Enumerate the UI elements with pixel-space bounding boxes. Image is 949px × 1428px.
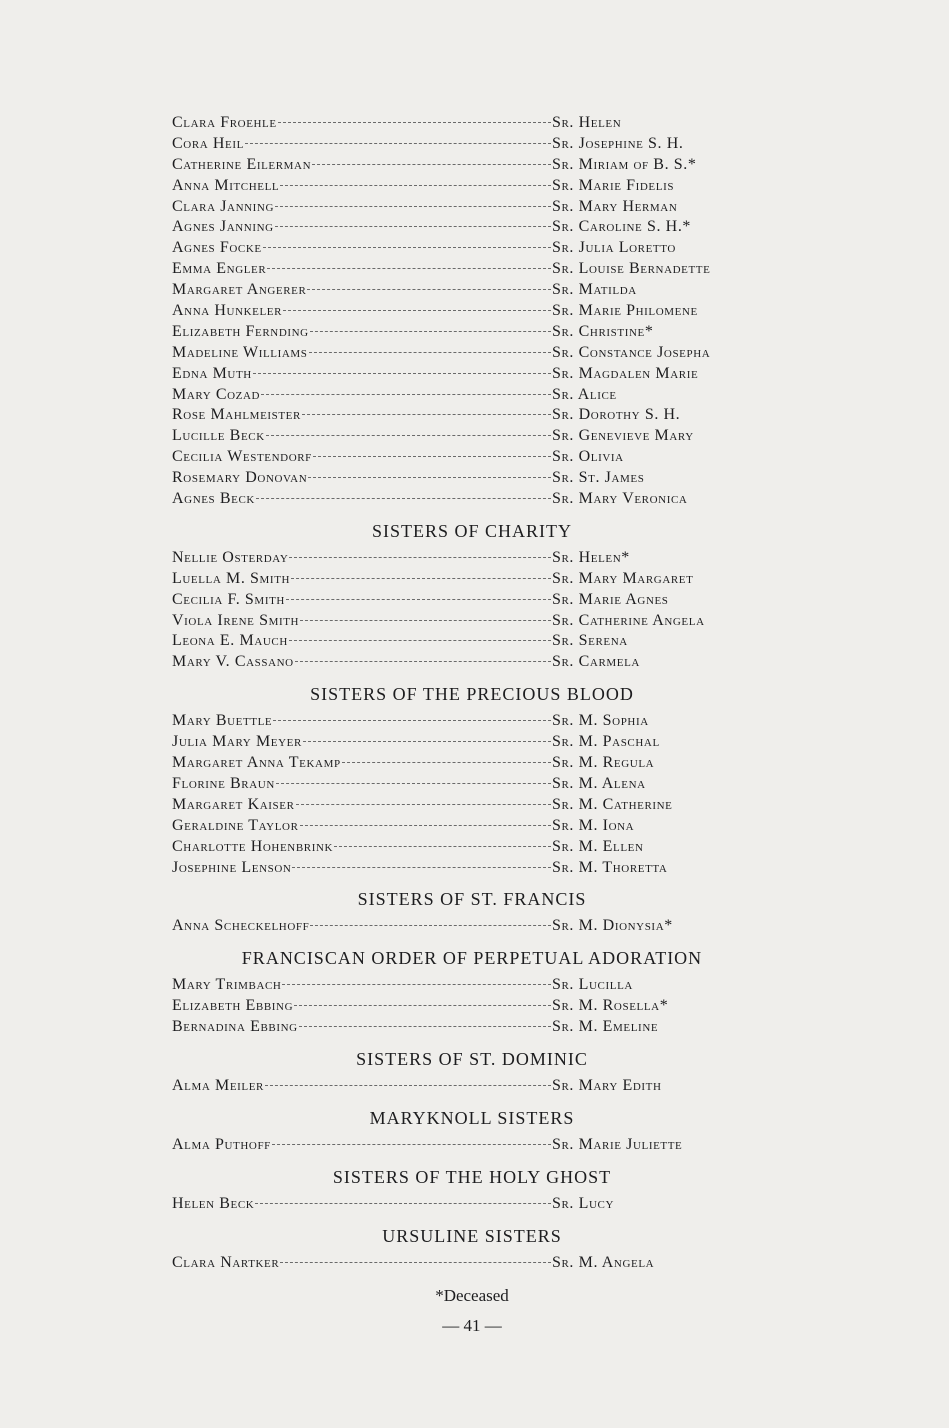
- dotted-leader: [334, 846, 551, 847]
- religious-name: Sr. M. Thoretta: [552, 858, 668, 876]
- dotted-leader: [253, 373, 551, 374]
- religious-name: Sr. Helen: [552, 114, 622, 131]
- list-item: [172, 732, 772, 753]
- list-item: [172, 795, 772, 816]
- lay-name: Rosemary Donovan: [172, 469, 308, 487]
- lay-name: Lucille Beck: [172, 427, 265, 445]
- religious-name: Sr. Julia Loretto: [552, 239, 676, 257]
- religious-name: Sr. M. Dionysia*: [552, 917, 673, 935]
- list-item: [172, 774, 772, 795]
- religious-name: Sr. M. Iona: [552, 816, 635, 834]
- lay-name: Bernadina Ebbing: [172, 1018, 298, 1036]
- lay-name: Julia Mary Meyer: [172, 733, 302, 751]
- lay-name: Helen Beck: [172, 1194, 255, 1212]
- list-item: [172, 364, 772, 385]
- lay-name: Josephine Lenson: [172, 858, 292, 876]
- list-item: [172, 280, 772, 301]
- list-item: [172, 1017, 772, 1038]
- list-item: [172, 631, 772, 652]
- section-heading: SISTERS OF CHARITY: [371, 520, 573, 541]
- lay-name: Alma Puthoff: [172, 1135, 271, 1153]
- lay-name: Anna Hunkeler: [172, 302, 283, 320]
- sisters-listing: [172, 113, 772, 1336]
- list-item: [172, 548, 772, 569]
- religious-name: Sr. Marie Agnes: [552, 590, 669, 608]
- dotted-leader: [307, 289, 551, 290]
- list-item: [172, 996, 772, 1017]
- dotted-leader: [275, 226, 551, 227]
- dotted-leader: [282, 984, 551, 985]
- religious-name: Sr. M. Catherine: [552, 795, 673, 813]
- list-item: [172, 322, 772, 343]
- lay-name: Agnes Janning: [172, 218, 274, 236]
- lay-name: Margaret Angerer: [172, 281, 307, 299]
- dotted-leader: [278, 122, 551, 123]
- lay-name: Margaret Anna Tekamp: [172, 754, 341, 772]
- religious-name: Sr. Mary Veronica: [552, 490, 688, 508]
- dotted-leader: [302, 414, 551, 415]
- religious-name: Sr. M. Sophia: [552, 712, 649, 730]
- lay-name: Anna Scheckelhoff: [172, 917, 310, 935]
- list-item: [172, 975, 772, 996]
- lay-name: Elizabeth Fernding: [172, 322, 309, 340]
- section-heading: SISTERS OF THE PRECIOUS BLOOD: [310, 684, 634, 705]
- dotted-leader: [261, 394, 551, 395]
- dotted-leader: [313, 456, 551, 457]
- list-item: [172, 301, 772, 322]
- list-item: [172, 837, 772, 858]
- dotted-leader: [310, 925, 551, 926]
- lay-name: Clara Nartker: [172, 1253, 280, 1271]
- lay-name: Catherine Eilerman: [172, 155, 312, 173]
- lay-name: Elizabeth Ebbing: [172, 997, 294, 1015]
- lay-name: Emma Engler: [172, 260, 267, 278]
- list-item: [172, 176, 772, 197]
- section-heading: SISTERS OF THE HOLY GHOST: [332, 1166, 612, 1187]
- religious-name: Sr. Constance Josepha: [552, 343, 711, 361]
- religious-name: Sr. Christine*: [552, 322, 654, 340]
- religious-name: Sr. M. Regula: [552, 754, 655, 772]
- dotted-leader: [289, 557, 551, 558]
- list-item: [172, 569, 772, 590]
- list-item: [172, 611, 772, 632]
- footnote: *Deceased: [435, 1285, 509, 1305]
- dotted-leader: [273, 720, 551, 721]
- religious-name: Sr. Magdalen Marie: [552, 364, 699, 382]
- dotted-leader: [296, 804, 551, 805]
- religious-name: Sr. Lucy: [552, 1194, 615, 1212]
- religious-name: Sr. Matilda: [552, 281, 637, 299]
- list-item: [172, 113, 772, 134]
- dotted-leader: [292, 867, 551, 868]
- dotted-leader: [289, 640, 551, 641]
- list-item: [172, 343, 772, 364]
- list-item: [172, 238, 772, 259]
- religious-name: Sr. Alice: [552, 385, 617, 403]
- lay-name: Mary Trimbach: [172, 976, 282, 994]
- list-item: [172, 155, 772, 176]
- list-item: [172, 590, 772, 611]
- list-item: [172, 134, 772, 155]
- lay-name: Clara Froehle: [172, 114, 277, 131]
- dotted-leader: [294, 1005, 551, 1006]
- lay-name: Geraldine Taylor: [172, 816, 299, 834]
- dotted-leader: [280, 185, 551, 186]
- section-heading: MARYKNOLL SISTERS: [369, 1107, 575, 1128]
- list-item: [172, 753, 772, 774]
- lay-name: Edna Muth: [172, 364, 252, 382]
- lay-name: Madeline Williams: [172, 343, 308, 361]
- list-item: [172, 858, 772, 879]
- list-item: [172, 711, 772, 732]
- religious-name: Sr. Marie Fidelis: [552, 176, 675, 194]
- lay-name: Cecilia F. Smith: [172, 590, 285, 608]
- dotted-leader: [308, 477, 551, 478]
- religious-name: Sr. Josephine S. H.: [552, 134, 684, 152]
- lay-name: Leona E. Mauch: [172, 632, 288, 650]
- dotted-leader: [267, 268, 551, 269]
- dotted-leader: [283, 310, 551, 311]
- list-item: [172, 447, 772, 468]
- section-heading: FRANCISCAN ORDER OF PERPETUAL ADORATION: [241, 948, 703, 969]
- section-heading: URSULINE SISTERS: [382, 1225, 562, 1246]
- dotted-leader: [303, 741, 551, 742]
- dotted-leader: [312, 164, 551, 165]
- religious-name: Sr. M. Emeline: [552, 1018, 659, 1036]
- dotted-leader: [310, 331, 551, 332]
- list-item: [172, 1253, 772, 1274]
- lay-name: Mary V. Cassano: [172, 653, 294, 671]
- dotted-leader: [291, 578, 551, 579]
- religious-name: Sr. M. Paschal: [552, 733, 660, 751]
- dotted-leader: [309, 352, 552, 353]
- religious-name: Sr. Marie Philomene: [552, 302, 698, 320]
- list-item: [172, 1076, 772, 1097]
- dotted-leader: [265, 1085, 551, 1086]
- religious-name: Sr. Miriam of B. S.*: [552, 155, 697, 173]
- dotted-leader: [266, 435, 551, 436]
- dotted-leader: [286, 599, 551, 600]
- list-item: [172, 468, 772, 489]
- religious-name: Sr. Dorothy S. H.: [552, 406, 681, 424]
- religious-name: Sr. Helen*: [552, 548, 630, 566]
- section-heading: SISTERS OF ST. DOMINIC: [356, 1048, 588, 1069]
- religious-name: Sr. Lucilla: [552, 976, 633, 994]
- lay-name: Nellie Osterday: [172, 548, 289, 566]
- list-item: [172, 197, 772, 218]
- lay-name: Luella M. Smith: [172, 569, 291, 587]
- lay-name: Mary Buettle: [172, 712, 273, 730]
- lay-name: Anna Mitchell: [172, 176, 280, 194]
- religious-name: Sr. Genevieve Mary: [552, 427, 694, 445]
- page-number: — 41 —: [442, 1315, 502, 1335]
- religious-name: Sr. M. Rosella*: [552, 997, 669, 1015]
- religious-name: Sr. M. Angela: [552, 1253, 655, 1271]
- dotted-leader: [263, 247, 551, 248]
- lay-name: Agnes Focke: [172, 239, 262, 257]
- religious-name: Sr. Mary Margaret: [552, 569, 694, 587]
- religious-name: Sr. St. James: [552, 469, 645, 487]
- section-heading: SISTERS OF ST. FRANCIS: [357, 889, 587, 910]
- lay-name: Cecilia Westendorf: [172, 448, 312, 466]
- lay-name: Florine Braun: [172, 774, 275, 792]
- list-item: [172, 652, 772, 673]
- dotted-leader: [255, 1203, 551, 1204]
- dotted-leader: [280, 1262, 551, 1263]
- religious-name: Sr. Carmela: [552, 653, 640, 671]
- list-item: [172, 405, 772, 426]
- religious-name: Sr. Marie Juliette: [552, 1135, 683, 1153]
- dotted-leader: [272, 1144, 551, 1145]
- religious-name: Sr. Caroline S. H.*: [552, 218, 692, 236]
- religious-name: Sr. Louise Bernadette: [552, 260, 711, 278]
- religious-name: Sr. Olivia: [552, 448, 624, 466]
- religious-name: Sr. Catherine Angela: [552, 611, 705, 629]
- dotted-leader: [300, 825, 551, 826]
- religious-name: Sr. Mary Herman: [552, 197, 678, 215]
- list-item: [172, 816, 772, 837]
- list-item: [172, 489, 772, 510]
- dotted-leader: [295, 661, 551, 662]
- dotted-leader: [256, 498, 551, 499]
- dotted-leader: [275, 206, 551, 207]
- religious-name: Sr. Serena: [552, 632, 628, 650]
- religious-name: Sr. M. Ellen: [552, 837, 644, 855]
- lay-name: Mary Cozad: [172, 385, 261, 403]
- dotted-leader: [276, 783, 551, 784]
- religious-name: Sr. M. Alena: [552, 774, 646, 792]
- lay-name: Clara Janning: [172, 197, 275, 215]
- lay-name: Rose Mahlmeister: [172, 406, 301, 424]
- lay-name: Margaret Kaiser: [172, 795, 295, 813]
- list-item: [172, 916, 772, 937]
- list-item: [172, 1194, 772, 1215]
- dotted-leader: [342, 762, 551, 763]
- lay-name: Alma Meiler: [172, 1076, 264, 1094]
- lay-name: Agnes Beck: [172, 490, 255, 508]
- lay-name: Viola Irene Smith: [172, 611, 300, 629]
- religious-name: Sr. Mary Edith: [552, 1076, 662, 1094]
- list-item: [172, 259, 772, 280]
- list-item: [172, 426, 772, 447]
- lay-name: Charlotte Hohenbrink: [172, 837, 334, 855]
- lay-name: Cora Heil: [172, 134, 244, 152]
- dotted-leader: [299, 1026, 551, 1027]
- list-item: [172, 217, 772, 238]
- dotted-leader: [245, 143, 551, 144]
- list-item: [172, 385, 772, 406]
- list-item: [172, 1135, 772, 1156]
- dotted-leader: [300, 620, 551, 621]
